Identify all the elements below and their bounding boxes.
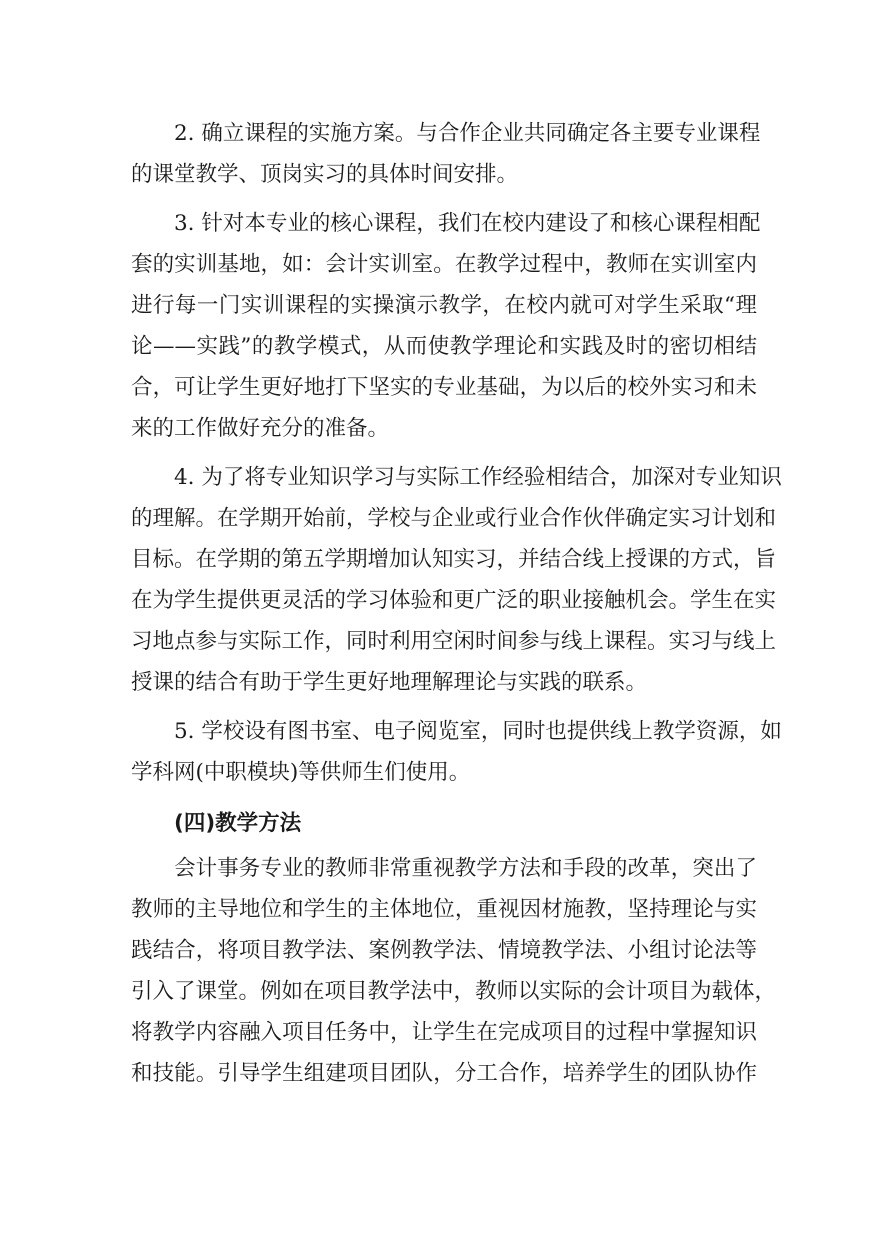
text-line: 的课堂教学、顶岗实习的具体时间安排。 [131,162,519,187]
text-line: 将教学内容融入项目任务中，让学生在完成项目的过程中掌握知识 [131,1020,757,1045]
document-body [131,113,782,1094]
paragraph-internship [131,457,782,703]
paragraph-resources [131,711,782,793]
text-line: 授课的结合有助于学生更好地理解理论与实践的联系。 [131,670,648,695]
text-line: 目标。在学期的第五学期增加认知实习，并结合线上授课的方式，旨 [131,547,777,572]
text-line: 教师的主导地位和学生的主体地位，重视因材施教，坚持理论与实 [131,897,757,922]
paragraph-training-base [131,203,761,449]
text-line: 在为学生提供更灵活的学习体验和更广泛的职业接触机会。学生在实 [131,588,777,613]
text-line: 引入了课堂。例如在项目教学法中，教师以实际的会计项目为载体， [131,979,777,1004]
text-line: 5. 学校设有图书室、电子阅览室，同时也提供线上教学资源，如 [174,719,782,744]
text-line: 4. 为了将专业知识学习与实际工作经验相结合，加深对专业知识 [174,465,782,490]
paragraph-implementation-plan [131,113,761,195]
text-line: 会计事务专业的教师非常重视教学方法和手段的改革，突出了 [174,856,757,881]
text-line: 2. 确立课程的实施方案。与合作企业共同确定各主要专业课程 [174,121,761,146]
text-line: 习地点参与实际工作，同时利用空闲时间参与线上课程。实习与线上 [131,629,777,654]
paragraph-teaching-methods [131,848,777,1094]
text-line: 合，可让学生更好地打下坚实的专业基础，为以后的校外实习和未 [131,375,757,400]
section-heading: (四)教学方法 [174,811,302,836]
text-line: 套的实训基地，如：会计实训室。在教学过程中，教师在实训室内 [131,252,757,277]
text-line: 3. 针对本专业的核心课程，我们在校内建设了和核心课程相配 [174,211,761,236]
text-line: 进行每一门实训课程的实操演示教学，在校内就可对学生采取“理 [131,293,757,318]
text-line: 来的工作做好充分的准备。 [131,416,390,441]
text-line: 的理解。在学期开始前，学校与企业或行业合作伙伴确定实习计划和 [131,506,777,531]
text-line: 论——实践”的教学模式，从而使教学理论和实践及时的密切相结 [131,334,757,359]
text-line: 学科网(中职模块)等供师生们使用。 [131,760,471,785]
text-line: 和技能。引导学生组建项目团队，分工合作，培养学生的团队协作 [131,1061,757,1086]
text-line: 践结合，将项目教学法、案例教学法、情境教学法、小组讨论法等 [131,938,757,963]
